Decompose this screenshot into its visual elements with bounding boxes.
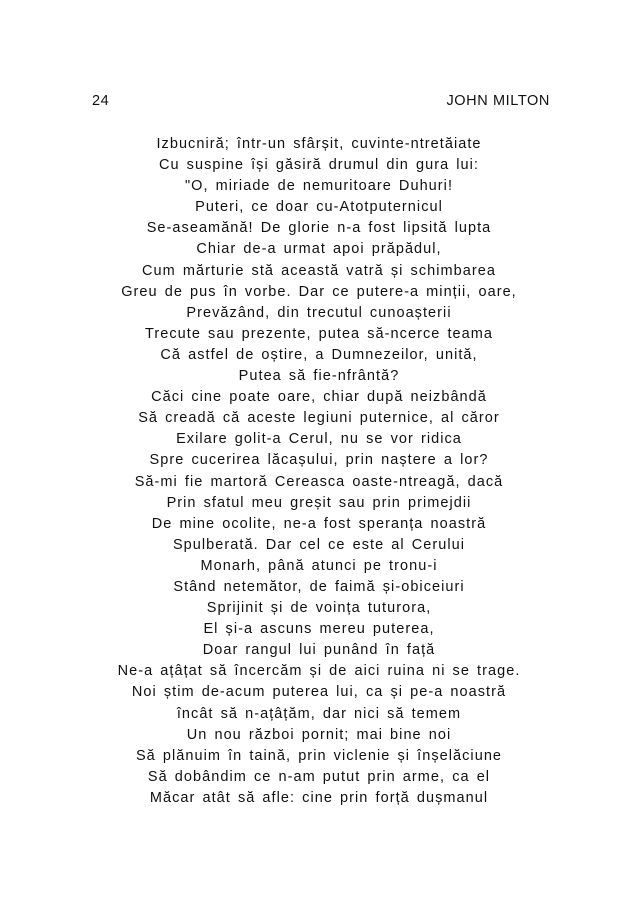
poem-line: Chiar de-a urmat apoi prăpădul, <box>196 241 442 258</box>
poem-line: Să dobândim ce n-am putut prin arme, ca el <box>147 768 491 785</box>
poem-line: Cu suspine își găsiră drumul din gura lui: <box>158 157 480 174</box>
poem-line: Izbucniră; într-un sfârșit, cuvinte-ntretăiate <box>156 136 482 152</box>
poem-line: Un nou război pornit; mai bine noi <box>186 726 452 743</box>
poem-line: Putea să fie-nfrântă? <box>238 368 400 385</box>
poem-line: Exilare golit-a Cerul, nu se vor ridica <box>176 431 462 448</box>
poem-line: Sprijinit și de voința tuturora, <box>206 600 432 617</box>
poem-line: Să-mi fie martoră Cereasca oaste-ntreagă, dacă <box>134 473 504 490</box>
poem-line: Să creadă că aceste legiuni puternice, al căror <box>138 410 500 427</box>
poem-line: Greu de pus în vorbe. Dar ce putere-a minții, oare, <box>121 283 517 300</box>
poem-line: Să plănuim în taină, prin viclenie și înșelăciune <box>135 747 503 764</box>
poem-line: încât să n-ațâțăm, dar nici să temem <box>176 705 462 722</box>
running-head <box>92 93 550 113</box>
poem-line: Spulberată. Dar cel ce este al Cerului <box>172 536 466 553</box>
poem-line: Puteri, ce doar cu-Atotputernicul <box>195 199 443 216</box>
poem-line: Se-aseamănă! De glorie n-a fost lipsită lupta <box>146 220 492 237</box>
poem-line: Ne-a ațâțat să încercăm și de aici ruina ni se trage. <box>117 663 521 680</box>
poem-line: Prevăzând, din trecutul cunoașterii <box>186 304 452 321</box>
poem-line: Noi știm de-acum puterea lui, ca și pe-a noastră <box>131 684 507 701</box>
poem-line: "O, miriade de nemuritoare Duhuri! <box>184 178 454 195</box>
running-title: JOHN MILTON <box>446 93 550 109</box>
poem-line: Măcar atât să afle: cine prin forță dușmanul <box>149 789 489 806</box>
poem-line: De mine ocolite, ne-a fost speranța noastră <box>151 515 487 532</box>
poem-text <box>80 134 558 809</box>
poem-line: Căci cine poate oare, chiar după neizbândă <box>151 389 487 406</box>
poem-line: El și-a ascuns mereu puterea, <box>203 621 435 638</box>
poem-line: Spre cucerirea lăcașului, prin naștere a lor? <box>149 452 489 469</box>
poem-line: Trecute sau prezente, putea să-ncerce teama <box>145 325 493 342</box>
poem-line: Cum mărturie stă această vatră și schimbarea <box>142 262 496 279</box>
page-number: 24 <box>92 93 110 109</box>
poem-line: Prin sfatul meu greșit sau prin primejdii <box>166 494 472 511</box>
poem-line: Că astfel de oștire, a Dumnezeilor, unită, <box>160 346 478 363</box>
poem-line: Doar rangul lui punând în față <box>202 642 436 659</box>
poem-line: Monarh, până atunci pe tronu-i <box>200 557 438 574</box>
poem-line: Stând netemător, de faimă și-obiceiuri <box>173 578 465 595</box>
